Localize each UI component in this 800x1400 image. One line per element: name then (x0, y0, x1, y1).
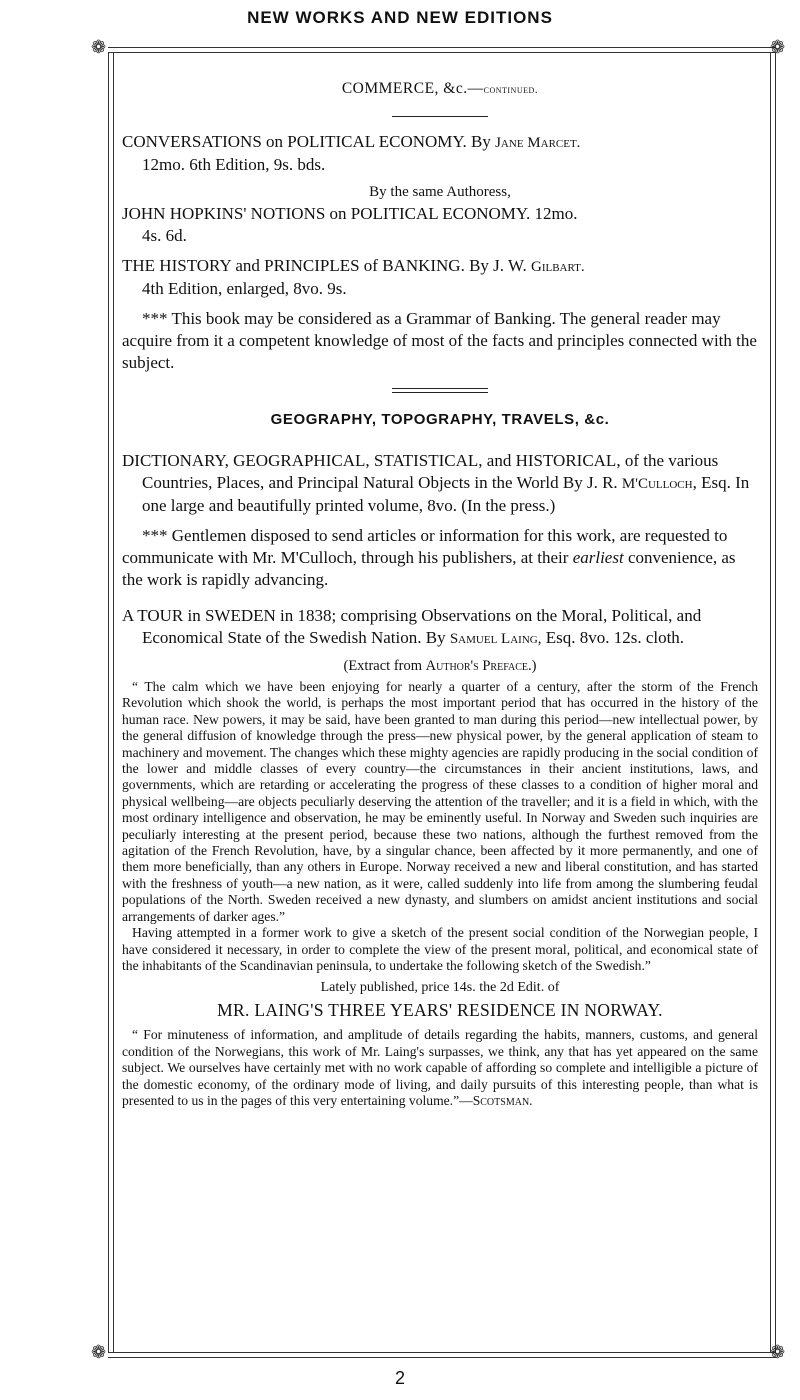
fleuron-icon: ❁ (91, 37, 107, 58)
frame-right-border (770, 52, 776, 1352)
commerce-heading-continued: continued. (483, 84, 539, 96)
extract-heading (122, 658, 758, 675)
entry-details: 4s. 6d. (142, 226, 187, 245)
page-content (122, 70, 758, 1109)
entry-marcet (122, 131, 758, 176)
preface-quote-1: “ The calm which we have been enjoying for nearly a quarter of a century, after the storm of the French Revolution which shook the world, is perhaps the most important period that has occurred in the history of the human race. New powers, it may be said, have been granted to man during this period—new intellectual power, by the general diffusion of knowledge through the press—new physical power, by the general application of steam to machinery and movement. The changes which these mighty agencies are rapidly producing in the social condition of the lower and middle classes of every country—the circumstances in their ancient institutions, laws, and governments, which are retarding or accelerating the progress of these classes to a condition of higher moral and physical wellbeing—are objects peculiarly deserving the attention of the traveller; and it is a field in which, with the most ordinary intelligence and observation, he may be eminently useful. In Norway and Sweden such inquiries are peculiarly interesting at the present period, because these two nations, although the furthest removed from the agitation of the French Revolution, have, by a singular chance, been affected by it more permanently, and one of them more beneficially, than any others in Europe. Norway received a new and liberal constitution, and has started with the freshness of youth—a new nation, as it were, called suddenly into life from among the slumbering feudal populations of the North. Sweden received a new dynasty, and slumbers on amidst ancient institutions and social arrangements of darker ages.” (122, 679, 758, 924)
fleuron-icon: ❁ (770, 37, 786, 58)
scotsman-review (122, 1027, 758, 1109)
norway-book-title: MR. LAING'S THREE YEARS' RESIDENCE IN NORWAY. (217, 1000, 663, 1021)
extract-text: ) (531, 658, 537, 674)
entry-dictionary (122, 450, 758, 517)
entry-details: 12mo. 6th Edition, 9s. bds. (142, 155, 326, 174)
running-header: NEW WORKS AND NEW EDITIONS (247, 8, 553, 27)
entry-author: M'Culloch (621, 476, 693, 492)
entry-details: , Esq. In one large and beautifully printed volume, 8vo. (In the press.) (142, 473, 750, 515)
note-italic: earliest (572, 548, 624, 567)
entry-title: A TOUR in SWEDEN in 1838; comprising Observations on the Moral, Political, and Economical State of the Swedish Nation. By (122, 606, 702, 647)
entry-hopkins (122, 203, 758, 247)
preface-quote-2: Having attempted in a former work to give a sketch of the present social condition of the Norwegian people, I have considered it necessary, in order to complete the view of the present moral, political, and economical state of the inhabitants of the Scandinavian peninsula, to undertake the following sketch of the Swedish.” (122, 925, 758, 973)
entry-sweden (122, 605, 758, 650)
entry-banking (122, 255, 758, 300)
section-rule (392, 116, 488, 117)
note-text: convenience, as the work is rapidly advancing. (122, 548, 736, 589)
note-text: *** Gentlemen disposed to send articles or information for this work, are requested to communicate with Mr. M'Culloch, through his publishers, at their (122, 526, 728, 567)
commerce-heading-main: COMMERCE, &c.— (341, 80, 484, 97)
entry-details: 4th Edition, enlarged, 8vo. 9s. (142, 279, 347, 298)
review-text: “ For minuteness of information, and amplitude of details regarding the habits, manners, customs, and general condition of the Norwegians, this work of Mr. Laing's surpasses, we think, any that has yet appeared on the same subject. We ourselves have certainly met with no work capable of affording so complete and intelligible a picture of the domestic economy, of the ordinary mode of living, and daily pursuits of this interesting people, than what is presented to us in the pages of this very entertaining volume.”— (122, 1027, 758, 1108)
dictionary-note (122, 525, 758, 591)
entry-title: CONVERSATIONS on POLITICAL ECONOMY. By (122, 132, 496, 151)
same-authoress-line: By the same Authoress, (369, 184, 511, 200)
banking-note: *** This book may be considered as a Grammar of Banking. The general reader may acquire from it a competent knowledge of most of the facts and principles connected with the subject. (122, 309, 757, 372)
review-source: Scotsman. (472, 1092, 533, 1108)
extract-text: (Extract from (343, 658, 426, 674)
extract-source: Author's Preface. (425, 658, 532, 674)
section-double-rule (392, 388, 488, 393)
fleuron-icon: ❁ (91, 1342, 107, 1363)
entry-details: Esq. 8vo. 12s. cloth. (541, 628, 685, 647)
entry-author: Jane Marcet. (495, 135, 581, 151)
entry-author: Gilbart. (530, 259, 585, 275)
lately-published-line: Lately published, price 14s. the 2d Edit. of (320, 980, 560, 996)
commerce-heading (122, 80, 758, 98)
geography-heading: GEOGRAPHY, TOPOGRAPHY, TRAVELS, &c. (270, 411, 610, 428)
entry-title: JOHN HOPKINS' NOTIONS on POLITICAL ECONOMY. 12mo. (122, 204, 578, 223)
entry-title: DICTIONARY, GEOGRAPHICAL, STATISTICAL, and HISTORICAL, of the various Countries, Places, and Principal Natural Objects in the World By J. R. (122, 451, 719, 492)
frame-left-border (108, 52, 114, 1352)
fleuron-icon: ❁ (770, 1342, 786, 1363)
entry-title: THE HISTORY and PRINCIPLES of BANKING. By J. W. (122, 256, 531, 275)
page-number: 2 (394, 1368, 405, 1388)
entry-author: Samuel Laing, (449, 631, 542, 647)
frame-bottom-border (108, 1352, 776, 1358)
frame-top-border (108, 47, 776, 53)
